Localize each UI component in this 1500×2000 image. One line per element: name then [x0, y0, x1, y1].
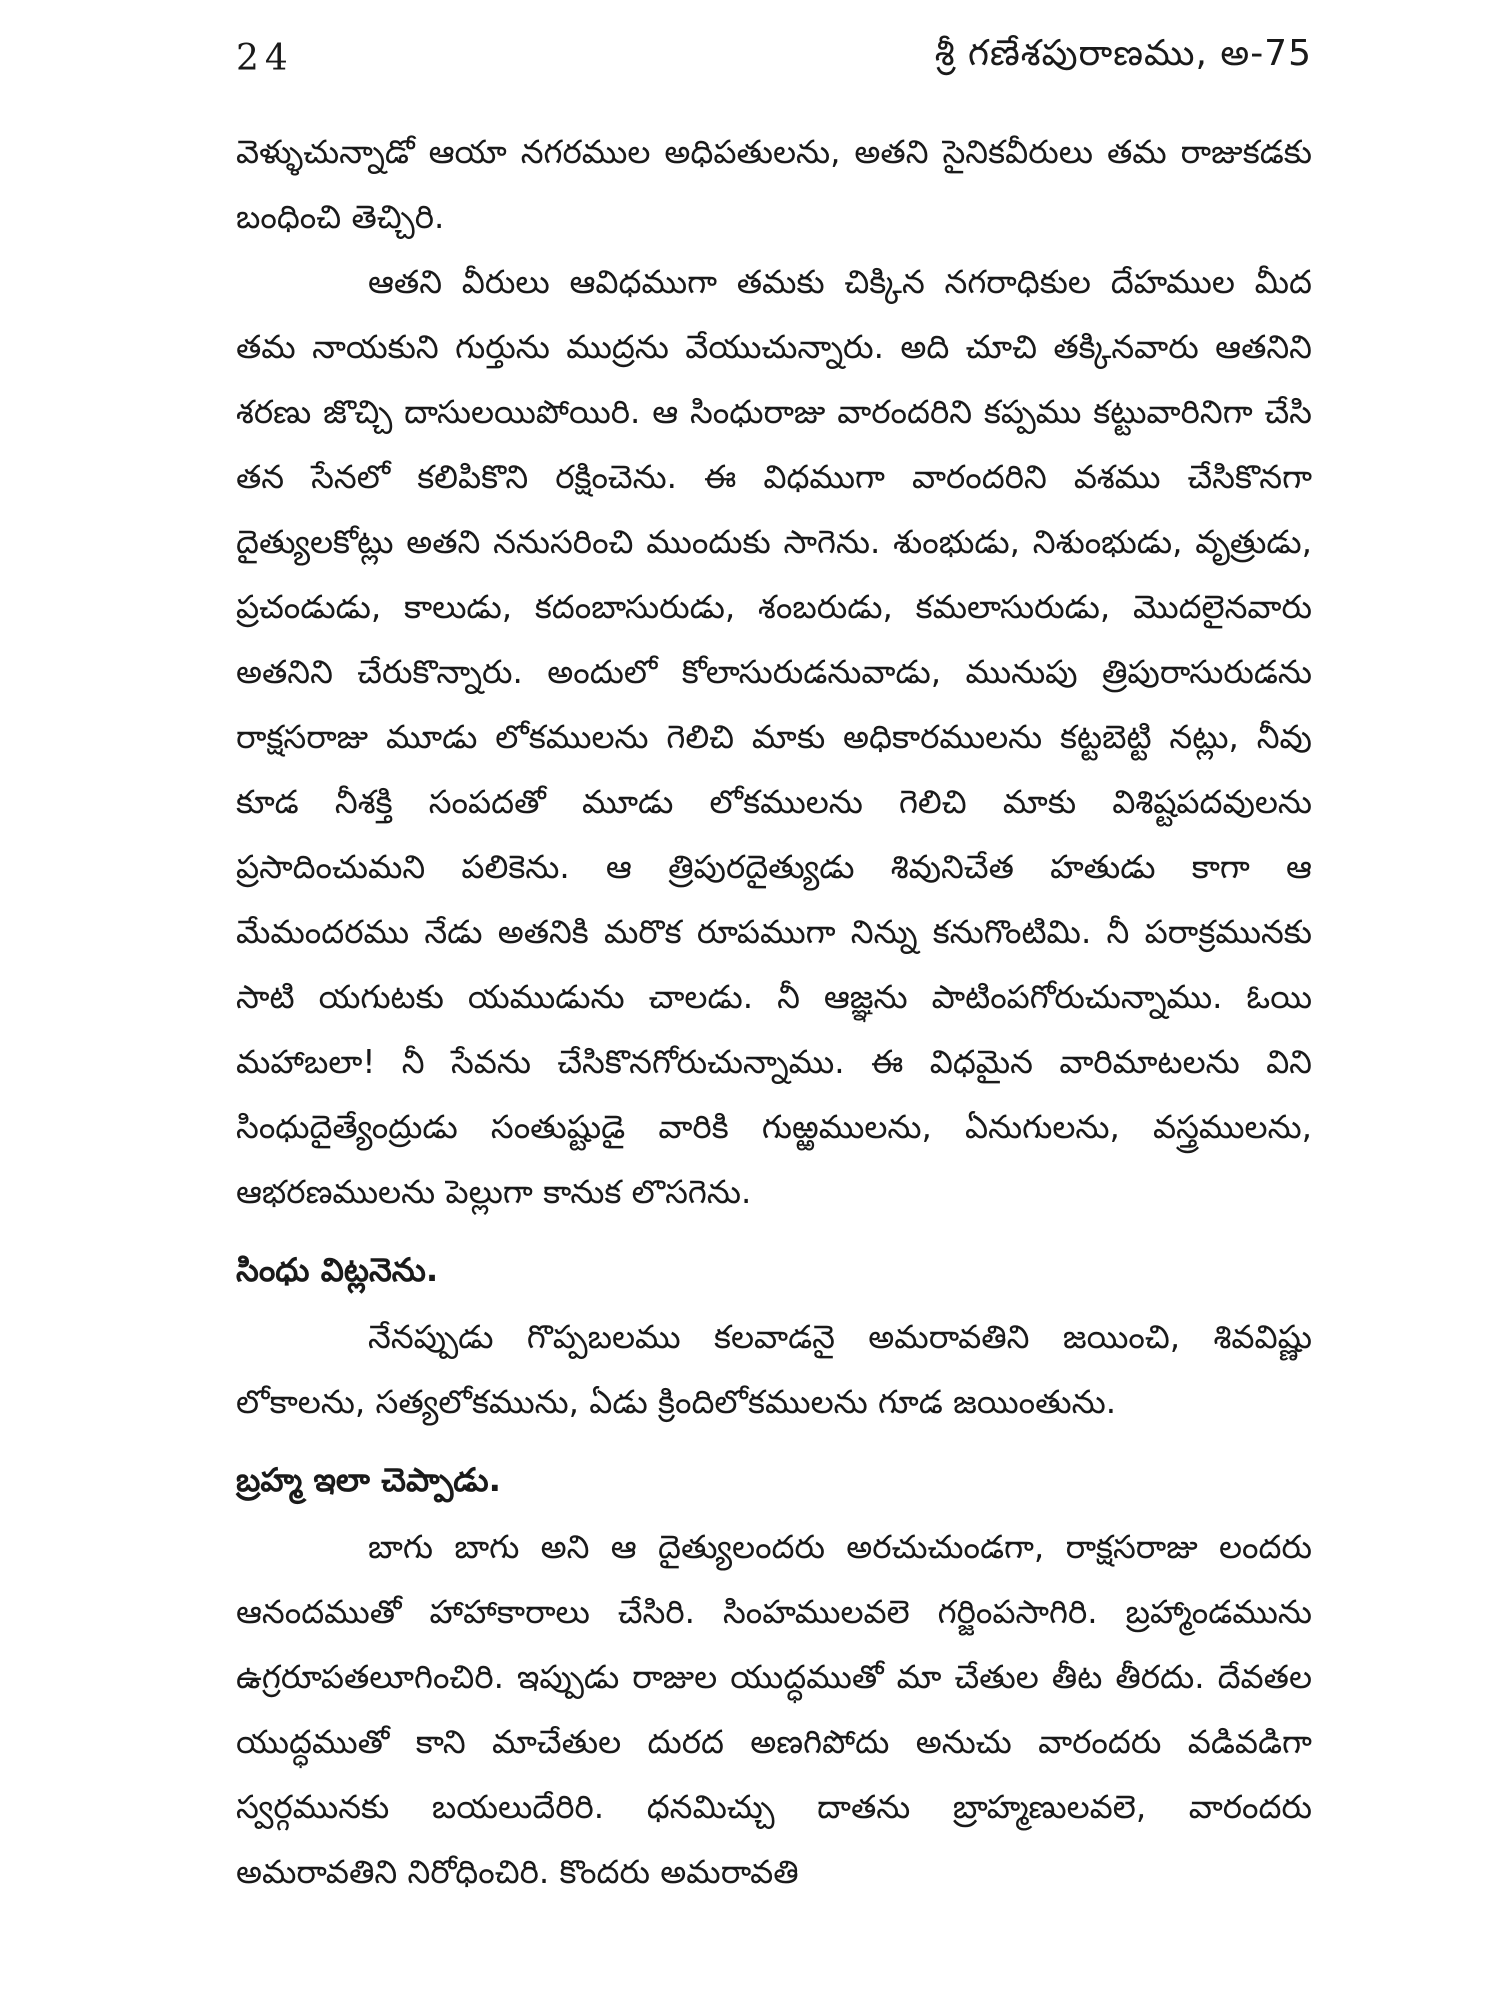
running-header: [236, 28, 1312, 88]
paragraph-1: వెళ్ళుచున్నాడో ఆయా నగరముల అధిపతులను, అతని సైనికవీరులు తమ రాజుకడకు బంధించి తెచ్చిరి.: [236, 133, 1312, 236]
body-text: [236, 120, 1312, 1905]
paragraph-3: నేనప్పుడు గొప్పబలము కలవాడనై అమరావతిని జయించి, శివవిష్ణు లోకాలను, సత్యలోకమును, ఏడు క్రిందిలోకములను గూడ జయింతును.: [236, 1318, 1312, 1421]
paragraph-4: బాగు బాగు అని ఆ దైత్యులందరు అరచుచుండగా, రాక్షసరాజు లందరు ఆనందముతో హాహాకారాలు చేసిరి. సింహములవలె గర్జింపసాగిరి. బ్రహ్మాండమును ఉగ్రరూపతలూగించిరి. ఇప్పుడు రాజుల యుద్ధముతో మా చేతుల తీట తీరదు. దేవతల యుద్ధముతో కాని మాచేతుల దురద అణగిపోదు అనుచు వారందరు వడివడిగా స్వర్గమునకు బయలుదేరిరి. ధనమిచ్చు దాతను బ్రాహ్మణులవలె, వారందరు అమరావతిని నిరోధించిరి. కొందరు అమరావతి: [236, 1528, 1312, 1891]
section-heading-sindhu: సింధు విట్లనెను.: [236, 1251, 439, 1289]
paragraph-2: ఆతని వీరులు ఆవిధముగా తమకు చిక్కిన నగరాధికుల దేహముల మీద తమ నాయకుని గుర్తును ముద్రను వేయుచున్నారు. అది చూచి తక్కినవారు ఆతనిని శరణు జొచ్చి దాసులయిపోయిరి. ఆ సింధురాజు వారందరిని కప్పము కట్టువారినిగా చేసి తన సేనలో కలిపికొని రక్షించెను. ఈ విధముగా వారందరిని వశము చేసికొనగా దైత్యులకోట్లు అతని ననుసరించి ముందుకు సాగెను. శుంభుడు, నిశుంభుడు, వృత్రుడు, ప్రచండుడు, కాలుడు, కదంబాసురుడు, శంబరుడు, కమలాసురుడు, మొదలైనవారు అతనిని చేరుకొన్నారు. అందులో కోలాసురుడనువాడు, మునుపు త్రిపురాసురుడను రాక్షసరాజు మూడు లోకములను గెలిచి మాకు అధికారములను కట్టబెట్టి నట్లు, నీవు కూడ నీశక్తి సంపదతో మూడు లోకములను గెలిచి మాకు విశిష్టపదవులను ప్రసాదించుమని పలికెను. ఆ త్రిపురదైత్యుడు శివునిచేత హతుడు కాగా ఆ మేమందరము నేడు అతనికి మరొక రూపముగా నిన్ను కనుగొంటిమి. నీ పరాక్రమునకు సాటి యగుటకు యముడును చాలడు. నీ ఆజ్ఞను పాటింపగోరుచున్నాము. ఓయి మహాబలా! నీ సేవను చేసికొనగోరుచున్నాము. ఈ విధమైన వారిమాటలను విని సింధుదైత్యేంద్రుడు సంతుష్టుడై వారికి గుఱ్ఱములను, ఏనుగులను, వస్త్రములను, ఆభరణములను పెల్లుగా కానుక లొసగెను.: [236, 263, 1312, 1211]
page-number: 24: [236, 37, 294, 79]
section-heading-brahma: బ్రహ్మ ఇలా చెప్పాడు.: [236, 1461, 501, 1499]
book-title: శ్రీ గణేశపురాణము, అ-75: [934, 33, 1312, 74]
